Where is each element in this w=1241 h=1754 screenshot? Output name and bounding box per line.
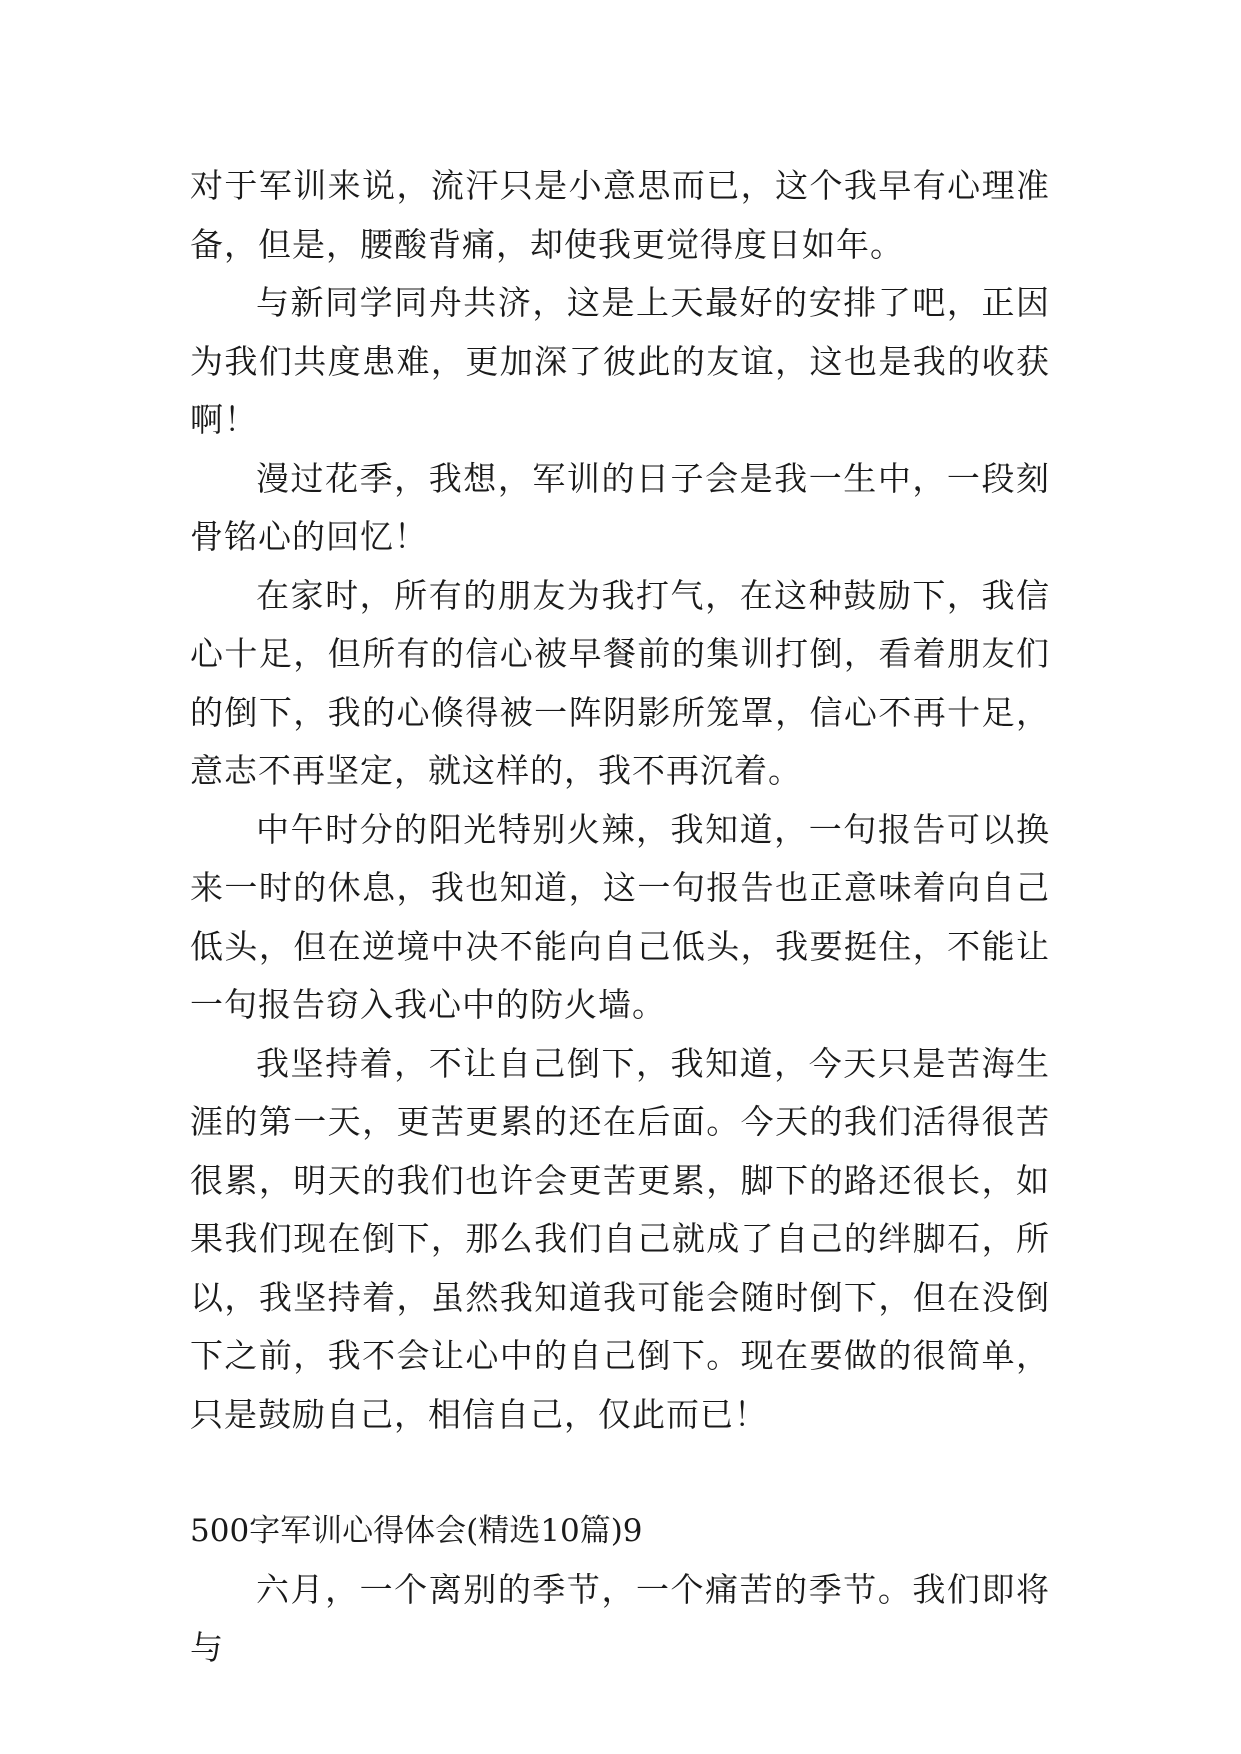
section-first-paragraph: 六月，一个离别的季节，一个痛苦的季节。我们即将与	[190, 1569, 1050, 1667]
paragraph-4: 在家时，所有的朋友为我打气，在这种鼓励下，我信心十足，但所有的信心被早餐前的集训打倒，看着朋友们的倒下，我的心倏得被一阵阴影所笼罩，信心不再十足，意志不再坚定，就这样的，我不再沉着。	[190, 575, 1050, 790]
paragraph-5: 中午时分的阳光特别火辣，我知道，一句报告可以换来一时的休息，我也知道，这一句报告也正意味着向自己低头，但在逆境中决不能向自己低头，我要挺住，不能让一句报告窃入我心中的防火墙。	[190, 809, 1050, 1024]
document-body	[190, 157, 1050, 1678]
paragraph-3: 漫过花季，我想，军训的日子会是我一生中，一段刻骨铭心的回忆！	[190, 458, 1050, 556]
paragraph-6: 我坚持着，不让自己倒下，我知道，今天只是苦海生涯的第一天，更苦更累的还在后面。今天的我们活得很苦很累，明天的我们也许会更苦更累，脚下的路还很长，如果我们现在倒下，那么我们自己就成了自己的绊脚石，所以，我坚持着，虽然我知道我可能会随时倒下，但在没倒下之前，我不会让心中的自己倒下。现在要做的很简单，只是鼓励自己，相信自己，仅此而已！	[190, 1043, 1050, 1434]
paragraph-2: 与新同学同舟共济，这是上天最好的安排了吧，正因为我们共度患难，更加深了彼此的友谊，这也是我的收获啊！	[190, 283, 1050, 439]
section-heading: 500字军训心得体会(精选10篇)9	[190, 1513, 643, 1549]
paragraph-1: 对于军训来说，流汗只是小意思而已，这个我早有心理准备，但是，腰酸背痛，却使我更觉得度日如年。	[190, 166, 1050, 264]
